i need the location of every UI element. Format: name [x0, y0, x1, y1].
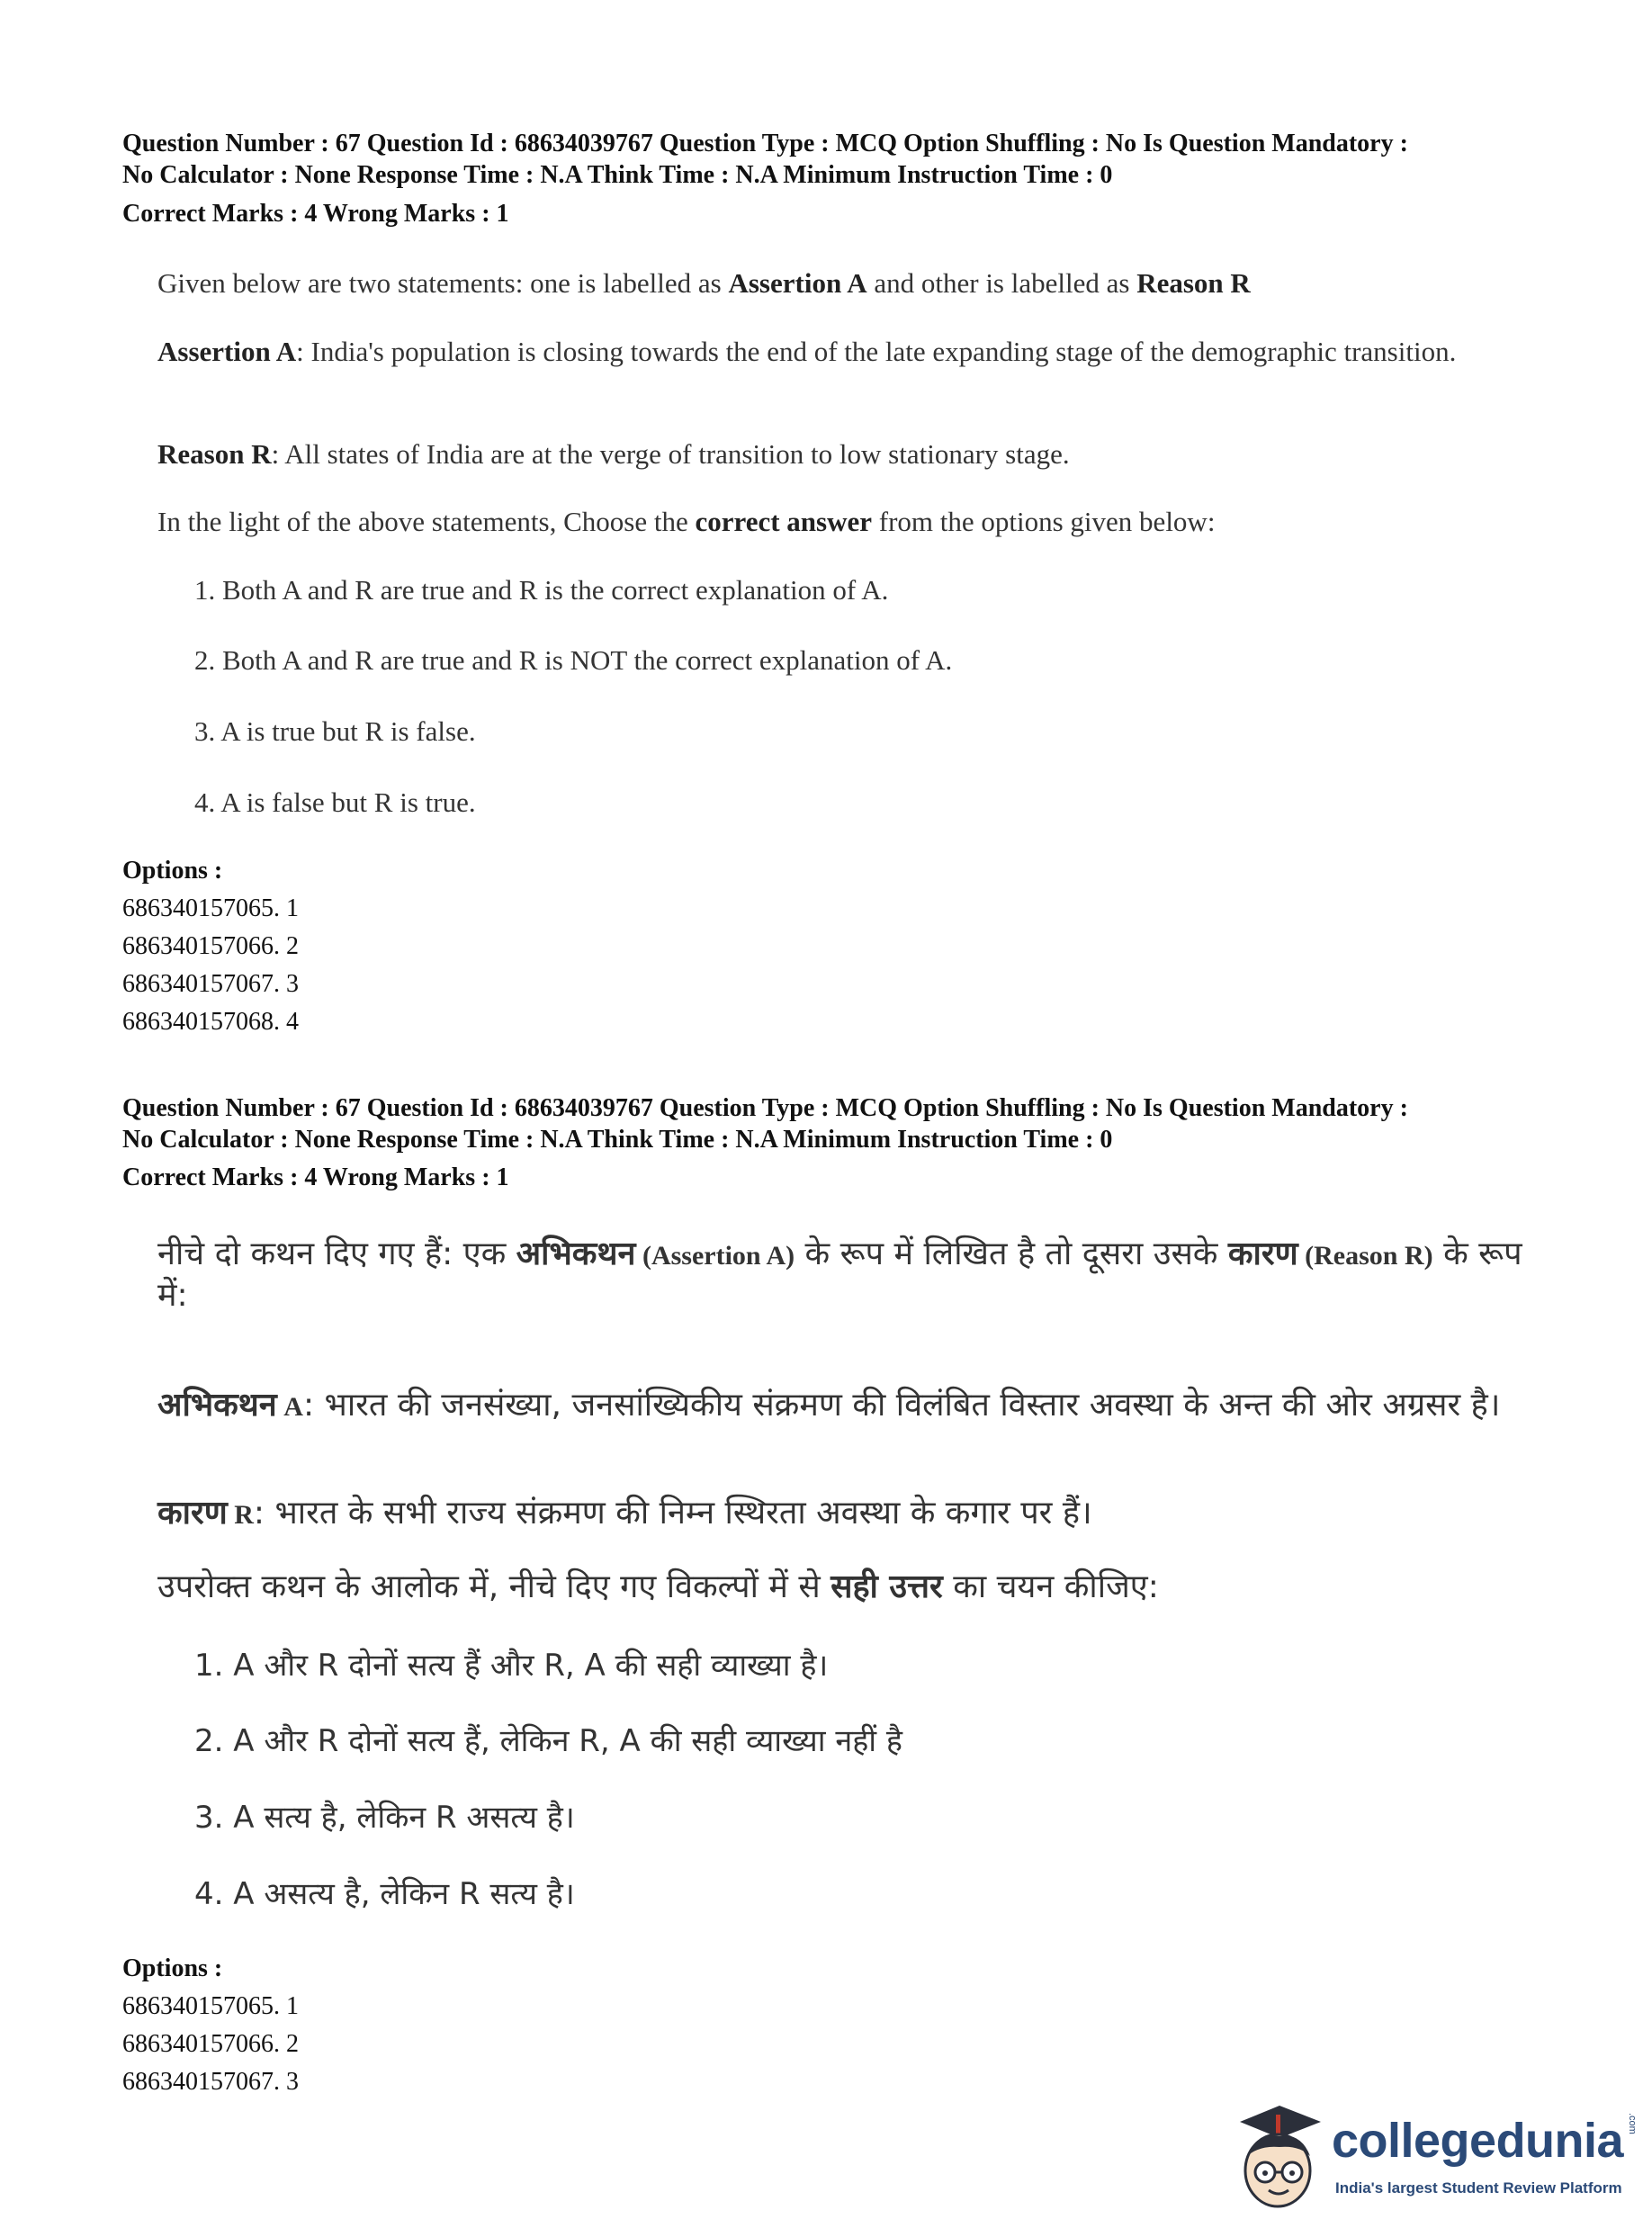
logo-wordmark: collegedunia [1332, 2114, 1624, 2168]
options-title: Options : [122, 1954, 223, 1982]
question-meta [122, 1092, 1598, 1155]
question-meta [122, 128, 1598, 191]
reason-text: : All states of India are at the verge of transition to low stationary stage. [271, 438, 1070, 470]
reason-letter: R [227, 1500, 254, 1530]
marks-line: Correct Marks : 4 Wrong Marks : 1 [122, 1163, 509, 1191]
logo-tagline: India's largest Student Review Platform [1335, 2179, 1622, 2197]
reason-statement [157, 437, 1525, 472]
instruction-text [157, 505, 1525, 539]
reason-label: कारण [157, 1495, 228, 1532]
meta-line-2: No Calculator : None Response Time : N.A Think Time : N.A Minimum Instruction Time : 0 [122, 161, 1113, 189]
choice-item: 4. A is false but R is true. [194, 786, 476, 818]
instruction-post: का चयन कीजिए: [942, 1568, 1159, 1605]
choice-item: 2. A और R दोनों सत्य हैं, लेकिन R, A की सही व्याख्या नहीं है [194, 1723, 902, 1759]
intro-bold-assertion: अभिकथन [516, 1235, 636, 1272]
assertion-label: अभिकथन [157, 1387, 277, 1424]
question-intro-hindi [157, 1235, 1543, 1316]
choice-item: 3. A सत्य है, लेकिन R असत्य है। [194, 1800, 575, 1836]
option-item: 686340157065. 1 [122, 894, 299, 922]
mascot-icon [1224, 2097, 1332, 2223]
intro-bold-reason: Reason R [1136, 267, 1251, 299]
intro-text-mid: and other is labelled as [866, 267, 1137, 299]
instruction-pre: In the light of the above statements, Choose the [157, 506, 696, 537]
choice-item: 1. A और R दोनों सत्य हैं और R, A की सही व्याख्या है। [194, 1648, 829, 1684]
choice-item: 1. Both A and R are true and R is the correct explanation of A. [194, 574, 889, 606]
reason-statement-hindi [157, 1494, 1543, 1535]
reason-label: Reason R [157, 438, 272, 470]
instruction-bold: सही उत्तर [830, 1568, 943, 1605]
meta-line-1: Question Number : 67 Question Id : 68634039767 Question Type : MCQ Option Shuffling : No Is Question Mandatory : [122, 130, 1408, 157]
intro-text: नीचे दो कथन दिए गए हैं: एक [157, 1235, 516, 1272]
instruction-text-hindi [157, 1568, 1543, 1607]
option-item: 686340157067. 3 [122, 970, 299, 998]
logo-suffix: .com [1627, 2113, 1638, 2134]
choice-item: 2. Both A and R are true and R is NOT the correct explanation of A. [194, 644, 953, 676]
assertion-statement [157, 335, 1525, 369]
assertion-letter: A [276, 1392, 303, 1422]
marks-line: Correct Marks : 4 Wrong Marks : 1 [122, 200, 509, 228]
collegedunia-logo [1224, 2097, 1638, 2223]
meta-line-1: Question Number : 67 Question Id : 68634039767 Question Type : MCQ Option Shuffling : No Is Question Mandatory : [122, 1094, 1408, 1122]
choice-item: 3. A is true but R is false. [194, 715, 476, 747]
options-title: Options : [122, 857, 223, 885]
choice-item: 4. A असत्य है, लेकिन R सत्य है। [194, 1876, 575, 1912]
reason-text: : भारत के सभी राज्य संक्रमण की निम्न स्थिरता अवस्था के कगार पर हैं। [253, 1495, 1092, 1532]
assertion-text: : भारत की जनसंख्या, जनसांख्यिकीय संक्रमण की विलंबित विस्तार अवस्था के अन्त की ओर अग्रसर है। [302, 1387, 1501, 1424]
instruction-post: from the options given below: [872, 506, 1216, 537]
intro-latin-reason: (Reason R) [1297, 1241, 1433, 1271]
meta-line-2: No Calculator : None Response Time : N.A Think Time : N.A Minimum Instruction Time : 0 [122, 1126, 1113, 1154]
option-item: 686340157068. 4 [122, 1008, 299, 1036]
intro-text-end: के रूप में: [157, 1235, 1522, 1314]
assertion-text: : India's population is closing towards the end of the late expanding stage of the demographic transition. [296, 336, 1457, 367]
question-intro [157, 266, 1525, 301]
intro-bold-reason: कारण [1227, 1235, 1298, 1272]
intro-bold-assertion: Assertion A [728, 267, 867, 299]
intro-text: Given below are two statements: one is labelled as [157, 267, 729, 299]
option-item: 686340157066. 2 [122, 932, 299, 960]
assertion-statement-hindi [157, 1386, 1543, 1427]
intro-text-mid: के रूप में लिखित है तो दूसरा उसके [795, 1235, 1228, 1272]
option-item: 686340157065. 1 [122, 1992, 299, 2020]
option-item: 686340157067. 3 [122, 2068, 299, 2096]
instruction-bold: correct answer [695, 506, 873, 537]
option-item: 686340157066. 2 [122, 2030, 299, 2058]
intro-latin-assertion: (Assertion A) [635, 1241, 795, 1271]
instruction-pre: उपरोक्त कथन के आलोक में, नीचे दिए गए विकल्पों में से [157, 1568, 831, 1605]
assertion-label: Assertion A [157, 336, 297, 367]
